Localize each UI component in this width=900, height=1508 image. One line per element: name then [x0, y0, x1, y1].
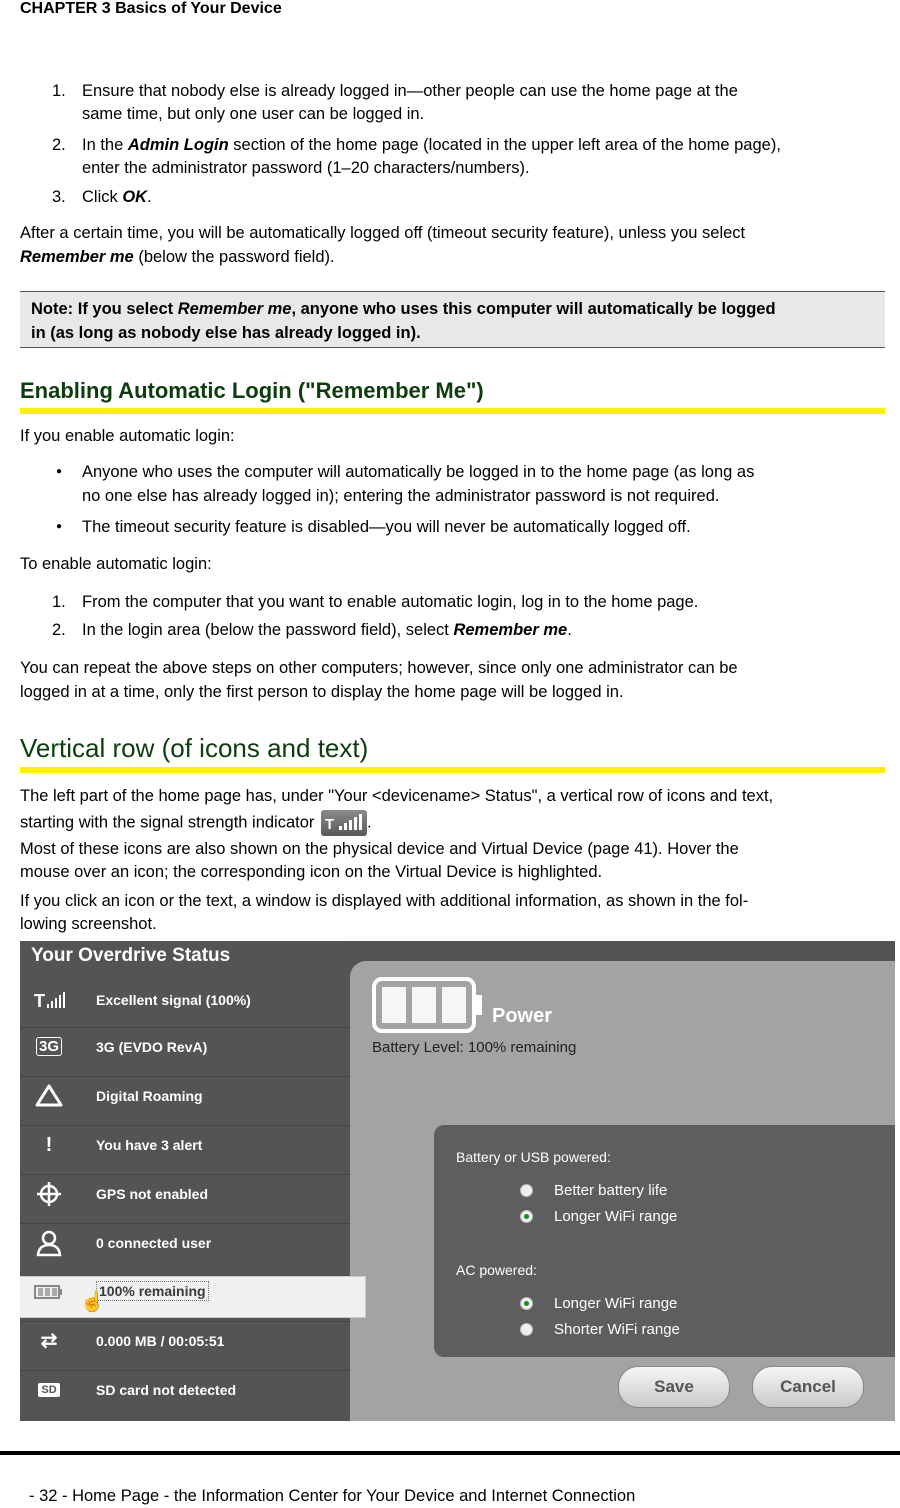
power-options — [434, 1125, 895, 1357]
page-footer: - 32 - Home Page - the Information Center for Your Device and Internet Connection — [29, 1487, 636, 1505]
paragraph: mouse over an icon; the corresponding icon on the Virtual Device is highlighted. — [20, 863, 603, 881]
transfer-icon: ⇄ — [40, 1330, 58, 1352]
status-text[interactable]: 0.000 MB / 00:05:51 — [96, 1333, 225, 1349]
status-row-roaming[interactable] — [20, 1081, 350, 1121]
paragraph: Most of these icons are also shown on the physical device and Virtual Device (page 41). Hover the — [20, 840, 739, 858]
step-text: In the login area (below the password field), select Remember me. — [82, 621, 572, 639]
footer-rule — [0, 1451, 900, 1455]
radio-longer-wifi-usb[interactable] — [520, 1210, 533, 1223]
step-number: 2. — [52, 621, 66, 639]
section-heading: Vertical row (of icons and text) — [20, 733, 369, 763]
save-button[interactable]: Save — [618, 1366, 730, 1408]
status-text[interactable]: 0 connected user — [96, 1235, 212, 1251]
paragraph: Remember me (below the password field). — [20, 248, 335, 266]
radio-shorter-wifi-ac[interactable] — [520, 1323, 533, 1336]
option-label[interactable]: Shorter WiFi range — [554, 1321, 680, 1338]
status-sidebar — [20, 941, 350, 1421]
step-text: Ensure that nobody else is already logged in—other people can use the home page at the — [82, 82, 738, 100]
signal-strength-icon — [321, 810, 367, 836]
3g-icon: 3G — [32, 1032, 66, 1062]
paragraph: logged in at a time, only the first person to display the home page will be logged in. — [20, 683, 624, 701]
status-text[interactable]: Digital Roaming — [96, 1088, 203, 1104]
radio-longer-wifi-ac[interactable] — [520, 1297, 533, 1310]
bullet-text: The timeout security feature is disabled—you will never be automatically logged off. — [82, 518, 691, 536]
option-label[interactable]: Better battery life — [554, 1182, 668, 1199]
status-row-signal[interactable] — [20, 985, 350, 1025]
step-text: Click OK. — [82, 188, 152, 206]
status-row-gps[interactable] — [20, 1179, 350, 1219]
battery-level: Battery Level: 100% remaining — [372, 1039, 577, 1056]
status-row-data[interactable] — [20, 1326, 350, 1366]
status-row-battery[interactable] — [20, 1276, 366, 1318]
paragraph: After a certain time, you will be automatically logged off (timeout security feature), unless you select — [20, 224, 746, 242]
status-text[interactable]: 3G (EVDO RevA) — [96, 1039, 208, 1055]
section-heading: Enabling Automatic Login ("Remember Me") — [20, 378, 484, 403]
bullet-text: no one else has already logged in); entering the administrator password is not required. — [82, 487, 720, 505]
step-number: 1. — [52, 82, 66, 100]
option-label[interactable]: Longer WiFi range — [554, 1295, 678, 1312]
status-row-users[interactable] — [20, 1228, 350, 1268]
status-row-sd[interactable] — [20, 1375, 350, 1415]
cancel-button[interactable]: Cancel — [752, 1366, 864, 1408]
large-battery-icon — [372, 977, 484, 1038]
step-text: In the Admin Login section of the home page (located in the upper left area of the home page), — [82, 136, 781, 154]
step-number: 2. — [52, 136, 66, 154]
status-text[interactable]: Excellent signal (100%) — [96, 992, 251, 1008]
sidebar-title: Your Overdrive Status — [31, 945, 231, 966]
user-icon — [32, 1228, 66, 1258]
battery-icon — [32, 1277, 66, 1307]
step-text: enter the administrator password (1–20 characters/numbers). — [82, 159, 530, 177]
alert-icon: ! — [45, 1134, 53, 1156]
step-number: 1. — [52, 593, 66, 611]
paragraph: If you enable automatic login: — [20, 427, 235, 445]
paragraph: If you click an icon or the text, a window is displayed with additional information, as shown in the fol- — [20, 892, 749, 910]
roaming-icon — [32, 1081, 66, 1111]
svg-text:T: T — [34, 991, 45, 1011]
radio-better-battery[interactable] — [520, 1184, 533, 1197]
paragraph: The left part of the home page has, under "Your <devicename> Status", a vertical row of icons and text, — [20, 787, 774, 805]
battery-usb-label: Battery or USB powered: — [456, 1149, 611, 1165]
note-box: Note: If you select Remember me, anyone who uses this computer will automatically be logged in (as long as nobody else has already logged in). — [20, 291, 885, 348]
paragraph: lowing screenshot. — [20, 915, 157, 933]
step-number: 3. — [52, 188, 66, 206]
step-text: From the computer that you want to enable automatic login, log in to the home page. — [82, 593, 699, 611]
status-text[interactable]: GPS not enabled — [96, 1186, 209, 1202]
status-screenshot — [20, 941, 895, 1421]
signal-icon — [32, 985, 66, 1015]
status-row-alert[interactable] — [20, 1130, 350, 1170]
step-text: same time, but only one user can be logged in. — [82, 105, 425, 123]
paragraph: starting with the signal strength indicator T . — [20, 810, 372, 836]
bullet-icon: ● — [56, 521, 63, 532]
gps-icon — [32, 1179, 66, 1209]
bullet-icon: ● — [56, 466, 63, 477]
paragraph: You can repeat the above steps on other computers; however, since only one administrator can be — [20, 659, 738, 677]
chapter-header: CHAPTER 3 Basics of Your Device — [20, 0, 282, 17]
power-title: Power — [492, 1005, 553, 1027]
option-label[interactable]: Longer WiFi range — [554, 1208, 678, 1225]
bullet-text: Anyone who uses the computer will automatically be logged in to the home page (as long as — [82, 463, 755, 481]
sd-card-icon: SD — [32, 1375, 66, 1405]
svg-text:T: T — [325, 816, 335, 833]
heading-rule — [20, 408, 885, 414]
status-row-3g[interactable] — [20, 1032, 350, 1072]
heading-rule — [20, 767, 885, 773]
paragraph: To enable automatic login: — [20, 555, 212, 573]
status-text[interactable]: You have 3 alert — [96, 1137, 203, 1153]
ac-label: AC powered: — [456, 1262, 537, 1278]
status-text[interactable]: SD card not detected — [96, 1382, 237, 1398]
hand-cursor-icon: ☝ — [80, 1291, 105, 1313]
status-text[interactable]: 100% remaining — [96, 1281, 209, 1301]
